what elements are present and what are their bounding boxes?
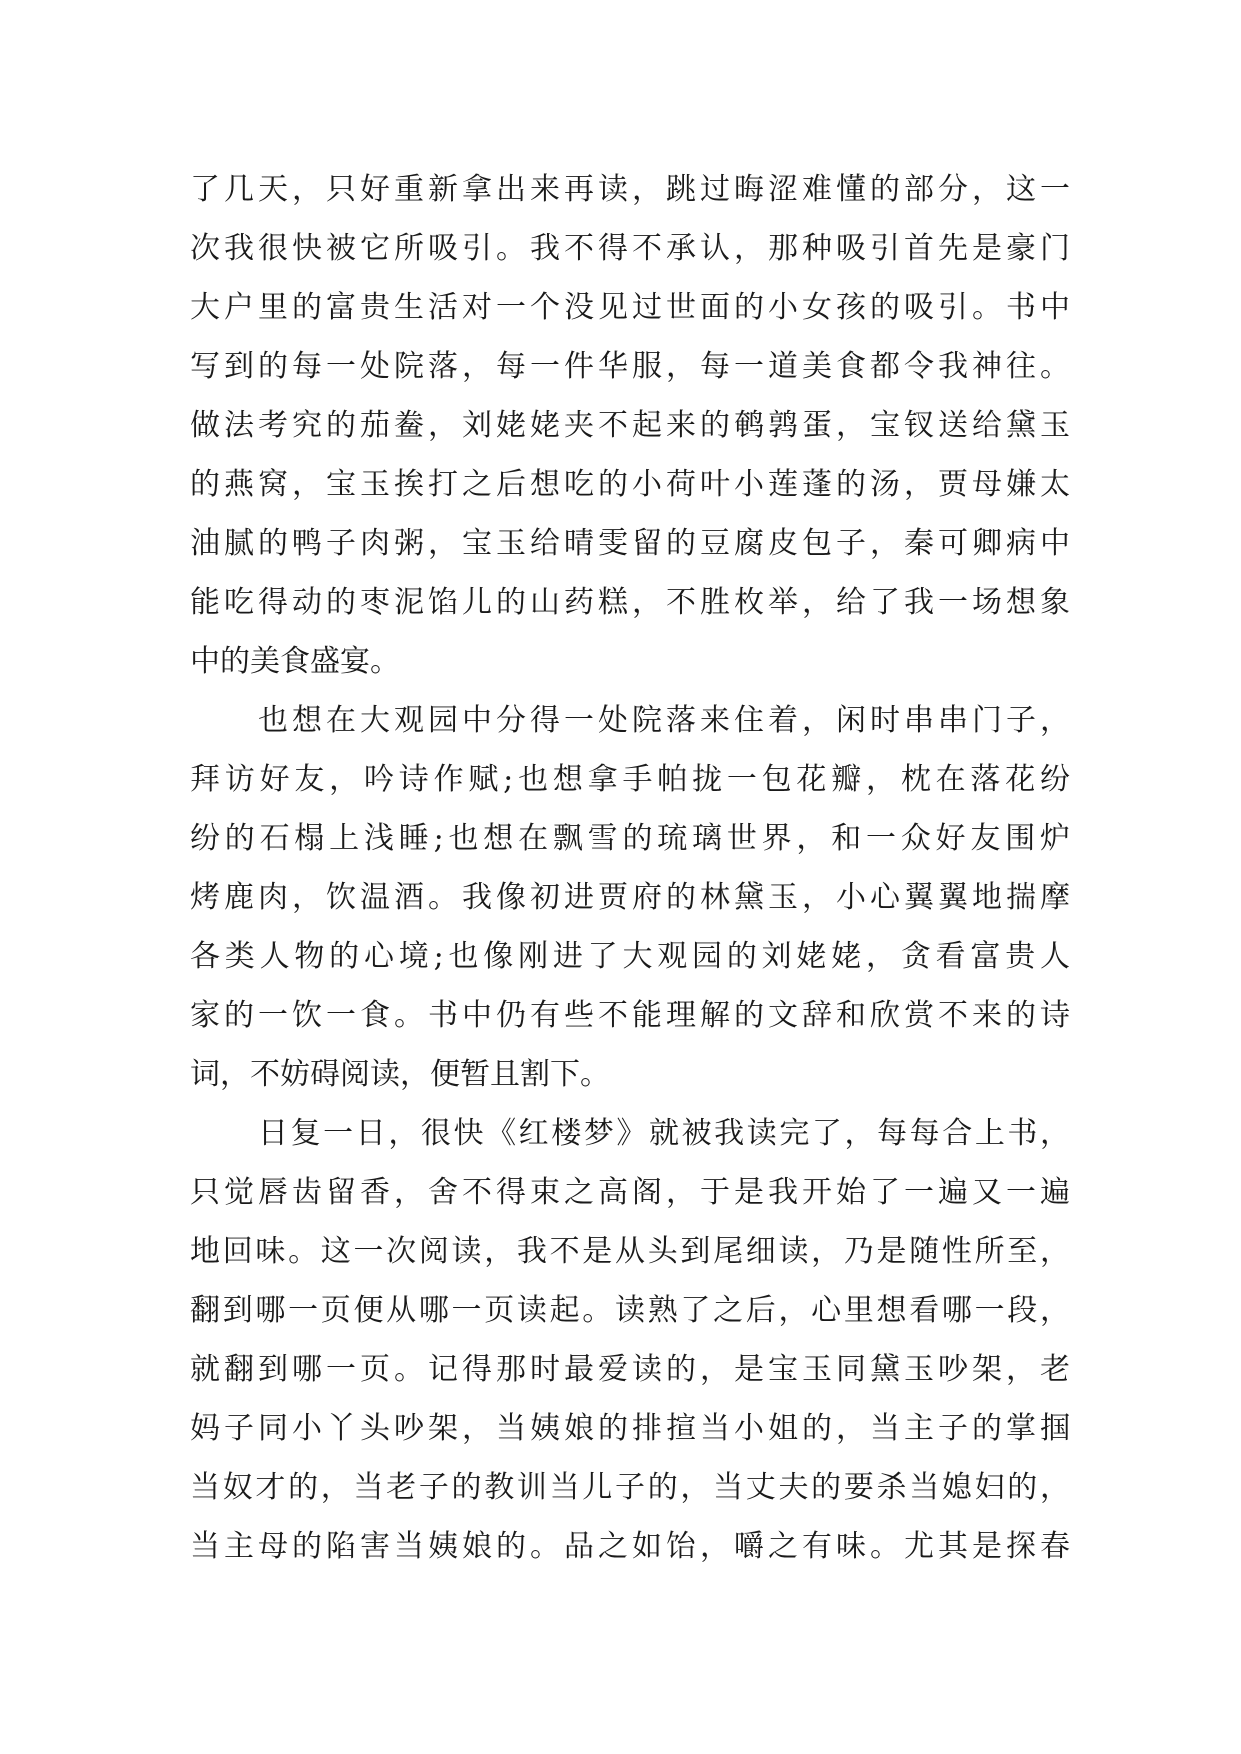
text-line: 当奴才的，当老子的教训当儿子的，当丈夫的要杀当媳妇的， xyxy=(190,1470,1070,1505)
text-line: 日复一日，很快《红楼梦》就被我读完了，每每合上书， xyxy=(258,1116,1070,1151)
text-line: 家的一饮一食。书中仍有些不能理解的文辞和欣赏不来的诗 xyxy=(190,998,1070,1033)
text-line: 写到的每一处院落，每一件华服，每一道美食都令我神往。 xyxy=(190,349,1070,384)
paragraph-2 xyxy=(190,691,1070,1104)
text-line: 地回味。这一次阅读，我不是从头到尾细读，乃是随性所至， xyxy=(190,1234,1070,1269)
paragraph-3 xyxy=(190,1104,1070,1576)
text-line: 各类人物的心境;也像刚进了大观园的刘姥姥，贪看富贵人 xyxy=(190,939,1070,974)
text-line: 能吃得动的枣泥馅儿的山药糕，不胜枚举，给了我一场想象 xyxy=(190,585,1070,620)
paragraph-1 xyxy=(190,160,1070,691)
text-line: 词，不妨碍阅读，便暂且割下。 xyxy=(190,1057,610,1092)
text-line: 大户里的富贵生活对一个没见过世面的小女孩的吸引。书中 xyxy=(190,290,1070,325)
text-line: 次我很快被它所吸引。我不得不承认，那种吸引首先是豪门 xyxy=(190,231,1070,266)
body-text xyxy=(190,160,1070,1576)
text-line: 只觉唇齿留香，舍不得束之高阁，于是我开始了一遍又一遍 xyxy=(190,1175,1070,1210)
text-line: 了几天，只好重新拿出来再读，跳过晦涩难懂的部分，这一 xyxy=(190,172,1070,207)
text-line: 妈子同小丫头吵架，当姨娘的排揎当小姐的，当主子的掌掴 xyxy=(190,1411,1070,1446)
text-line: 翻到哪一页便从哪一页读起。读熟了之后，心里想看哪一段， xyxy=(190,1293,1070,1328)
text-line: 当主母的陷害当姨娘的。品之如饴，嚼之有味。尤其是探春 xyxy=(190,1529,1070,1564)
text-line: 中的美食盛宴。 xyxy=(190,644,400,679)
text-line: 拜访好友，吟诗作赋;也想拿手帕拢一包花瓣，枕在落花纷 xyxy=(190,762,1070,797)
text-line: 的燕窝，宝玉挨打之后想吃的小荷叶小莲蓬的汤，贾母嫌太 xyxy=(190,467,1070,502)
text-line: 油腻的鸭子肉粥，宝玉给晴雯留的豆腐皮包子，秦可卿病中 xyxy=(190,526,1070,561)
text-line: 也想在大观园中分得一处院落来住着，闲时串串门子， xyxy=(258,703,1070,738)
text-line: 纷的石榻上浅睡;也想在飘雪的琉璃世界，和一众好友围炉 xyxy=(190,821,1070,856)
text-line: 就翻到哪一页。记得那时最爱读的，是宝玉同黛玉吵架，老 xyxy=(190,1352,1070,1387)
text-line: 做法考究的茄鲞，刘姥姥夹不起来的鹌鹑蛋，宝钗送给黛玉 xyxy=(190,408,1070,443)
text-line: 烤鹿肉，饮温酒。我像初进贾府的林黛玉，小心翼翼地揣摩 xyxy=(190,880,1070,915)
